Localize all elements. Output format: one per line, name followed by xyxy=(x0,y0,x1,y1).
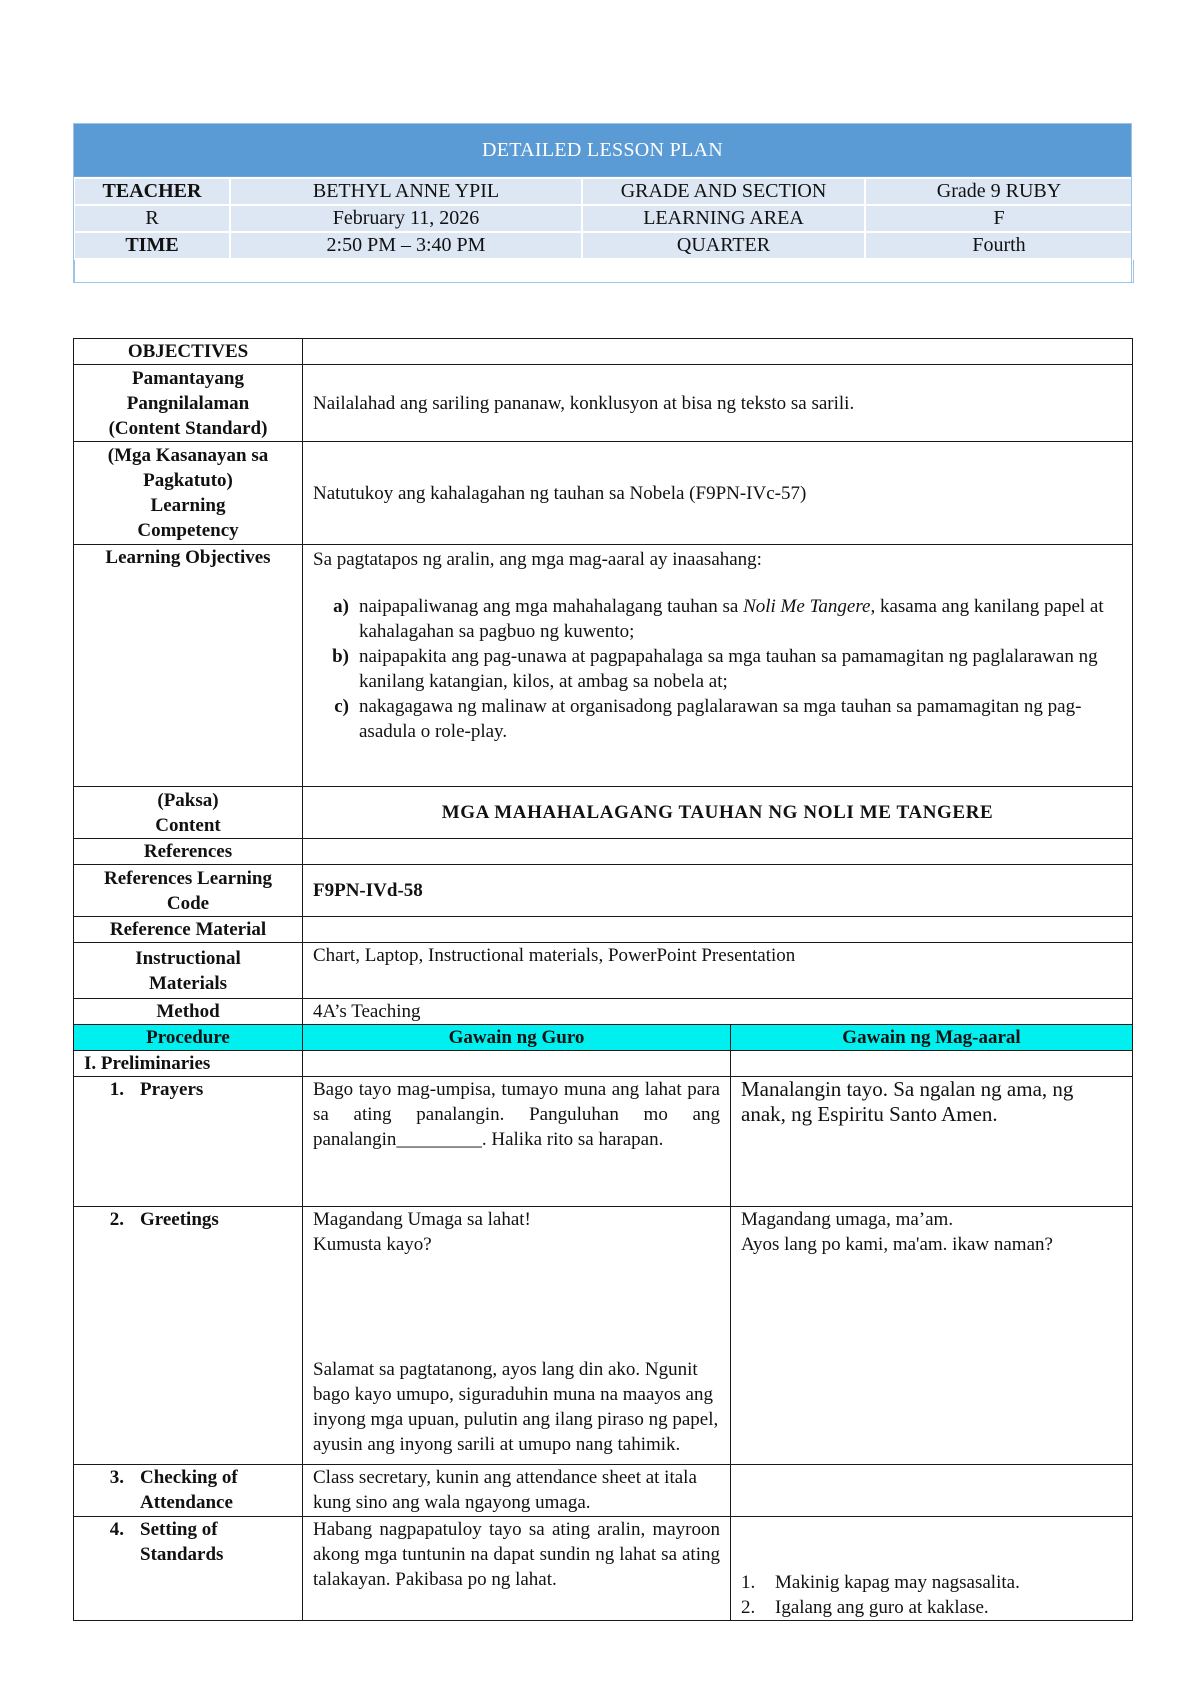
quarter-label: QUARTER xyxy=(582,232,865,259)
learning-objectives-label: Learning Objectives xyxy=(74,545,303,787)
student-activity: Manalangin tayo. Sa ngalan ng ama, ng anak, ng Espiritu Santo Amen. xyxy=(731,1077,1133,1207)
content-standard-label-line: (Content Standard) xyxy=(108,417,268,439)
competency-label-line: (Mga Kasanayan sa xyxy=(107,445,269,466)
ref-code-label xyxy=(74,865,303,917)
time-label: TIME xyxy=(74,232,230,259)
step-number: 2. xyxy=(109,1209,124,1230)
teacher-label: TEACHER xyxy=(74,178,230,205)
step-attendance-row xyxy=(74,1465,1133,1517)
teacher-activity xyxy=(303,1207,731,1465)
header-blank-cell xyxy=(74,259,1133,283)
lesson-plan-header xyxy=(73,123,1132,283)
grade-section-value: Grade 9 RUBY xyxy=(865,178,1133,205)
objective-marker: c) xyxy=(334,696,349,717)
preliminaries-row xyxy=(74,1051,1133,1077)
step-title-line: Standards xyxy=(140,1544,224,1565)
content-standard-value: Nailalahad ang sariling pananaw, konklusyon at bisa ng teksto sa sarili. xyxy=(303,365,1133,442)
ref-code-label-line: References Learning xyxy=(104,867,272,889)
step-label xyxy=(74,1517,303,1621)
references-label: References xyxy=(74,839,303,865)
rule-item xyxy=(741,1595,1122,1620)
student-column-header: Gawain ng Mag-aaral xyxy=(731,1025,1133,1051)
objectives-row xyxy=(74,339,1133,365)
teacher-value: BETHYL ANNE YPIL xyxy=(230,178,582,205)
method-value: 4A’s Teaching xyxy=(303,999,1133,1025)
step-number: 1. xyxy=(109,1079,124,1100)
header-row-blank xyxy=(74,259,1133,283)
objectives-blank xyxy=(303,339,1133,365)
content-standard-row xyxy=(74,365,1133,442)
student-line: Magandang umaga, ma’am. xyxy=(741,1209,954,1230)
ref-material-label: Reference Material xyxy=(74,917,303,943)
instructional-materials-label xyxy=(74,943,303,999)
ref-code-value: F9PN-IVd-58 xyxy=(303,865,1133,917)
ref-material-row xyxy=(74,917,1133,943)
step-greetings-row xyxy=(74,1207,1133,1465)
competency-label-line: Pagkatuto) xyxy=(143,470,233,491)
step-title-line: Setting of xyxy=(140,1519,218,1540)
quarter-value: Fourth xyxy=(865,232,1133,259)
objective-item xyxy=(313,594,1122,644)
header-title: DETAILED LESSON PLAN xyxy=(73,123,1132,177)
ref-material-blank xyxy=(303,917,1133,943)
preliminaries-blank-teacher xyxy=(303,1051,731,1077)
learning-area-value: F xyxy=(865,205,1133,232)
rule-text: Igalang ang guro at kaklase. xyxy=(775,1597,989,1618)
header-row-teacher xyxy=(74,178,1133,205)
competency-label xyxy=(74,442,303,545)
teacher-column-header: Gawain ng Guro xyxy=(303,1025,731,1051)
novel-title: Noli Me Tangere xyxy=(743,596,871,617)
step-number: 4. xyxy=(109,1519,124,1540)
step-title: Prayers xyxy=(140,1079,204,1100)
rules-list xyxy=(741,1570,1122,1620)
lesson-plan-table xyxy=(73,338,1133,1621)
student-line: Ayos lang po kami, ma'am. ikaw naman? xyxy=(741,1234,1053,1255)
content-title: MGA MAHAHALAGANG TAUHAN NG NOLI ME TANGERE xyxy=(303,787,1133,839)
procedure-header-row xyxy=(74,1025,1133,1051)
references-row xyxy=(74,839,1133,865)
student-activity xyxy=(731,1465,1133,1517)
teacher-activity: Class secretary, kunin ang attendance sheet at itala kung sino ang wala ngayong umaga. xyxy=(303,1465,731,1517)
teacher-line: Salamat sa pagtatanong, ayos lang din ako. Ngunit bago kayo umupo, siguraduhin muna na maayos ang inyong mga upuan, pulutin ang ilang piraso ng papel, ayusin ang inyong sarili at umupo nang tahimik. xyxy=(313,1359,719,1455)
content-standard-label-line: Pangnilalaman xyxy=(126,392,250,414)
rule-text: Makinig kapag may nagsasalita. xyxy=(775,1572,1020,1593)
objective-text: naipapakita ang pag-unawa at pagpapahalaga sa mga tauhan sa pamamagitan ng paglalarawan ng kanilang katangian, kilos, at ambag sa nobela at; xyxy=(359,646,1098,692)
teacher-activity: Habang nagpapatuloy tayo sa ating aralin, mayroon akong mga tuntunin na dapat sundin ng lahat sa ating talakayan. Pakibasa po ng lahat. xyxy=(303,1517,731,1621)
step-label xyxy=(74,1207,303,1465)
step-title-line: Checking of xyxy=(140,1467,238,1488)
method-label: Method xyxy=(74,999,303,1025)
content-row xyxy=(74,787,1133,839)
student-activity xyxy=(731,1207,1133,1465)
learning-objectives-cell xyxy=(303,545,1133,787)
ref-code-row xyxy=(74,865,1133,917)
preliminaries-blank-student xyxy=(731,1051,1133,1077)
procedure-column-header: Procedure xyxy=(74,1025,303,1051)
step-standards-row xyxy=(74,1517,1133,1621)
content-standard-label xyxy=(74,365,303,442)
method-row xyxy=(74,999,1133,1025)
objective-text-part: naipapaliwanag ang mga mahahalagang tauhan sa xyxy=(359,596,744,617)
references-blank xyxy=(303,839,1133,865)
step-number: 3. xyxy=(109,1467,124,1488)
instructional-materials-row xyxy=(74,943,1133,999)
objective-marker: b) xyxy=(332,646,349,667)
step-title-line: Attendance xyxy=(140,1492,233,1513)
competency-row xyxy=(74,442,1133,545)
grade-section-label: GRADE AND SECTION xyxy=(582,178,865,205)
teacher-line: Kumusta kayo? xyxy=(313,1234,432,1255)
date-label: R xyxy=(74,205,230,232)
content-label-line: Content xyxy=(155,814,221,836)
preliminaries-label: I. Preliminaries xyxy=(74,1051,303,1077)
learning-area-label: LEARNING AREA xyxy=(582,205,865,232)
step-label xyxy=(74,1465,303,1517)
rule-item xyxy=(741,1570,1122,1595)
date-value: February 11, 2026 xyxy=(230,205,582,232)
competency-value: Natutukoy ang kahalagahan ng tauhan sa Nobela (F9PN-IVc-57) xyxy=(303,442,1133,545)
rule-number: 2. xyxy=(741,1597,756,1618)
instructional-materials-value: Chart, Laptop, Instructional materials, PowerPoint Presentation xyxy=(303,943,1133,999)
instr-label-line: Instructional xyxy=(135,947,241,969)
teacher-line: Magandang Umaga sa lahat! xyxy=(313,1209,531,1230)
header-row-time xyxy=(74,232,1133,259)
time-value: 2:50 PM – 3:40 PM xyxy=(230,232,582,259)
competency-label-line: Learning xyxy=(150,495,226,516)
header-info-table xyxy=(73,177,1134,283)
rule-number: 1. xyxy=(741,1572,756,1593)
objective-item xyxy=(313,694,1122,744)
learning-objectives-intro: Sa pagtatapos ng aralin, ang mga mag-aaral ay inaasahang: xyxy=(313,549,762,570)
header-row-date xyxy=(74,205,1133,232)
objective-text xyxy=(359,594,1122,644)
teacher-activity: Bago tayo mag-umpisa, tumayo muna ang lahat para sa ating panalangin. Panguluhan mo ang panalangin_________. Halika rito sa harapan. xyxy=(303,1077,731,1207)
step-prayers-row xyxy=(74,1077,1133,1207)
step-title xyxy=(140,1465,238,1515)
objective-text-part: , kasama ang kanilang papel at kahalagahan sa pagbuo ng kuwento; xyxy=(359,596,1104,642)
objective-item xyxy=(313,644,1122,694)
content-label-line: (Paksa) xyxy=(157,789,219,811)
ref-code-label-line: Code xyxy=(166,892,210,914)
objective-marker: a) xyxy=(333,596,349,617)
objectives-list xyxy=(313,594,1122,744)
content-standard-label-line: Pamantayang xyxy=(132,367,244,389)
step-title xyxy=(140,1517,223,1567)
content-label xyxy=(74,787,303,839)
step-title: Greetings xyxy=(140,1209,219,1230)
learning-objectives-row xyxy=(74,545,1133,787)
step-label xyxy=(74,1077,303,1207)
objective-text: nakagagawa ng malinaw at organisadong paglalarawan sa mga tauhan sa pamamagitan ng pag-asadula o role-play. xyxy=(359,696,1082,742)
objectives-label: OBJECTIVES xyxy=(74,339,303,365)
instr-label-line: Materials xyxy=(148,972,228,994)
competency-label-line: Competency xyxy=(137,520,239,541)
student-activity xyxy=(731,1517,1133,1621)
